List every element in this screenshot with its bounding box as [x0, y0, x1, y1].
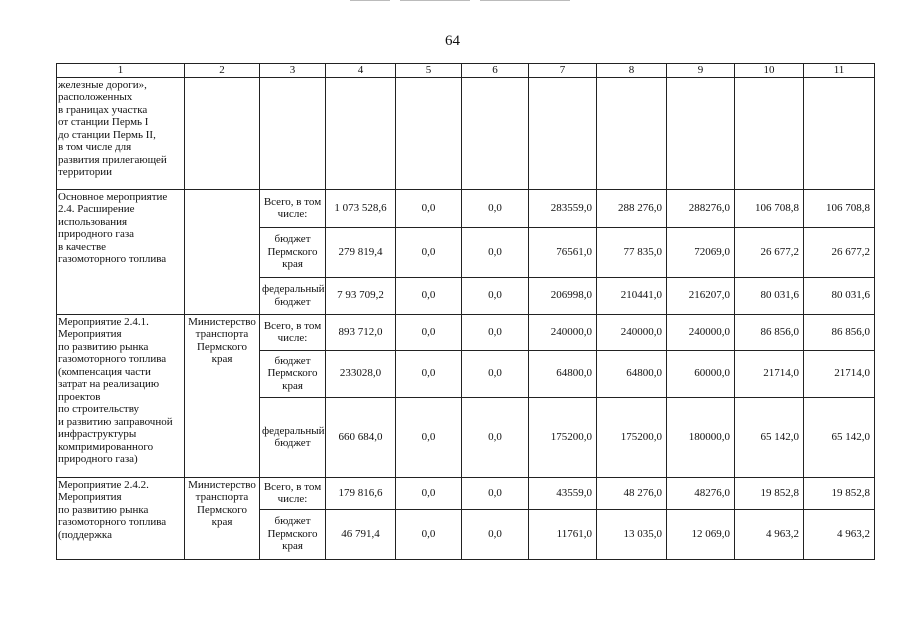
- value-cell: 46 791,4: [326, 509, 396, 559]
- funding-source: Всего, в том числе:: [260, 189, 326, 227]
- executor: Министерство транспорта Пермского края: [185, 314, 260, 477]
- value-cell: 43559,0: [529, 477, 597, 509]
- funding-source: федеральный бюджет: [260, 397, 326, 477]
- value-cell: 0,0: [462, 350, 529, 397]
- column-header: 2: [185, 64, 260, 78]
- value-cell: 0,0: [462, 277, 529, 314]
- value-cell: 0,0: [462, 509, 529, 559]
- value-cell: 86 856,0: [804, 314, 875, 350]
- value-cell: 0,0: [396, 350, 462, 397]
- value-cell: 60000,0: [667, 350, 735, 397]
- funding-source: [260, 77, 326, 189]
- value-cell: 21714,0: [804, 350, 875, 397]
- value-cell: 0,0: [396, 227, 462, 277]
- table-row: [57, 77, 875, 189]
- value-cell: 0,0: [396, 314, 462, 350]
- value-cell: 0,0: [396, 277, 462, 314]
- value-cell: 175200,0: [529, 397, 597, 477]
- executor: Министерство транспорта Пермского края: [185, 477, 260, 559]
- value-cell: 216207,0: [667, 277, 735, 314]
- column-header: 7: [529, 64, 597, 78]
- value-cell: [529, 77, 597, 189]
- value-cell: 72069,0: [667, 227, 735, 277]
- value-cell: 279 819,4: [326, 227, 396, 277]
- value-cell: [462, 77, 529, 189]
- value-cell: 64800,0: [529, 350, 597, 397]
- scan-edge-line: [400, 0, 470, 1]
- value-cell: 206998,0: [529, 277, 597, 314]
- value-cell: 288 276,0: [597, 189, 667, 227]
- value-cell: [735, 77, 804, 189]
- value-cell: 4 963,2: [804, 509, 875, 559]
- column-header: 3: [260, 64, 326, 78]
- value-cell: 893 712,0: [326, 314, 396, 350]
- value-cell: 19 852,8: [735, 477, 804, 509]
- value-cell: 0,0: [396, 477, 462, 509]
- value-cell: 240000,0: [529, 314, 597, 350]
- value-cell: 210441,0: [597, 277, 667, 314]
- column-header: 9: [667, 64, 735, 78]
- table-row: [57, 477, 875, 509]
- value-cell: 48 276,0: [597, 477, 667, 509]
- funding-source: Всего, в том числе:: [260, 314, 326, 350]
- value-cell: 180000,0: [667, 397, 735, 477]
- column-header: 5: [396, 64, 462, 78]
- column-header: 8: [597, 64, 667, 78]
- column-header: 10: [735, 64, 804, 78]
- measure-name: Мероприятие 2.4.1. Мероприятия по развитию рынка газомоторного топлива (компенсация части затрат на реализацию проектов по строительству и развитию заправочной инфраструктуры компримированного природного газа): [57, 314, 185, 477]
- measure-name: железные дороги», расположенных в границах участка от станции Пермь I до станции Пермь II, в том числе для развития прилегающей территории: [57, 77, 185, 189]
- value-cell: [396, 77, 462, 189]
- measure-name: Основное мероприятие 2.4. Расширение использования природного газа в качестве газомоторного топлива: [57, 189, 185, 314]
- value-cell: 179 816,6: [326, 477, 396, 509]
- executor: [185, 189, 260, 314]
- value-cell: 13 035,0: [597, 509, 667, 559]
- value-cell: 106 708,8: [735, 189, 804, 227]
- funding-source: бюджет Пермского края: [260, 227, 326, 277]
- value-cell: 26 677,2: [735, 227, 804, 277]
- value-cell: 240000,0: [597, 314, 667, 350]
- value-cell: 26 677,2: [804, 227, 875, 277]
- value-cell: 19 852,8: [804, 477, 875, 509]
- value-cell: 0,0: [462, 477, 529, 509]
- value-cell: 0,0: [462, 397, 529, 477]
- value-cell: 0,0: [462, 227, 529, 277]
- value-cell: 12 069,0: [667, 509, 735, 559]
- funding-source: Всего, в том числе:: [260, 477, 326, 509]
- value-cell: 11761,0: [529, 509, 597, 559]
- value-cell: 48276,0: [667, 477, 735, 509]
- value-cell: 660 684,0: [326, 397, 396, 477]
- value-cell: 0,0: [396, 397, 462, 477]
- page-number: 64: [445, 33, 460, 49]
- value-cell: 80 031,6: [804, 277, 875, 314]
- value-cell: 77 835,0: [597, 227, 667, 277]
- value-cell: 86 856,0: [735, 314, 804, 350]
- value-cell: 283559,0: [529, 189, 597, 227]
- value-cell: 288276,0: [667, 189, 735, 227]
- scan-edge-line: [480, 0, 570, 1]
- funding-source: бюджет Пермского края: [260, 509, 326, 559]
- value-cell: [667, 77, 735, 189]
- column-header: 6: [462, 64, 529, 78]
- funding-source: федеральный бюджет: [260, 277, 326, 314]
- value-cell: 80 031,6: [735, 277, 804, 314]
- column-number-row: [57, 64, 875, 78]
- value-cell: 0,0: [396, 189, 462, 227]
- column-header: 11: [804, 64, 875, 78]
- value-cell: [597, 77, 667, 189]
- budget-table: [56, 63, 875, 560]
- column-header: 1: [57, 64, 185, 78]
- table-row: [57, 189, 875, 227]
- value-cell: [804, 77, 875, 189]
- column-header: 4: [326, 64, 396, 78]
- value-cell: 233028,0: [326, 350, 396, 397]
- value-cell: 64800,0: [597, 350, 667, 397]
- value-cell: 0,0: [462, 314, 529, 350]
- funding-source: бюджет Пермского края: [260, 350, 326, 397]
- value-cell: [326, 77, 396, 189]
- value-cell: 65 142,0: [735, 397, 804, 477]
- executor: [185, 77, 260, 189]
- value-cell: 0,0: [462, 189, 529, 227]
- value-cell: 7 93 709,2: [326, 277, 396, 314]
- value-cell: 76561,0: [529, 227, 597, 277]
- measure-name: Мероприятие 2.4.2. Мероприятия по развитию рынка газомоторного топлива (поддержка: [57, 477, 185, 559]
- scan-edge-line: [350, 0, 390, 1]
- value-cell: 1 073 528,6: [326, 189, 396, 227]
- table-row: [57, 314, 875, 350]
- value-cell: 106 708,8: [804, 189, 875, 227]
- value-cell: 175200,0: [597, 397, 667, 477]
- value-cell: 0,0: [396, 509, 462, 559]
- value-cell: 21714,0: [735, 350, 804, 397]
- value-cell: 4 963,2: [735, 509, 804, 559]
- value-cell: 240000,0: [667, 314, 735, 350]
- value-cell: 65 142,0: [804, 397, 875, 477]
